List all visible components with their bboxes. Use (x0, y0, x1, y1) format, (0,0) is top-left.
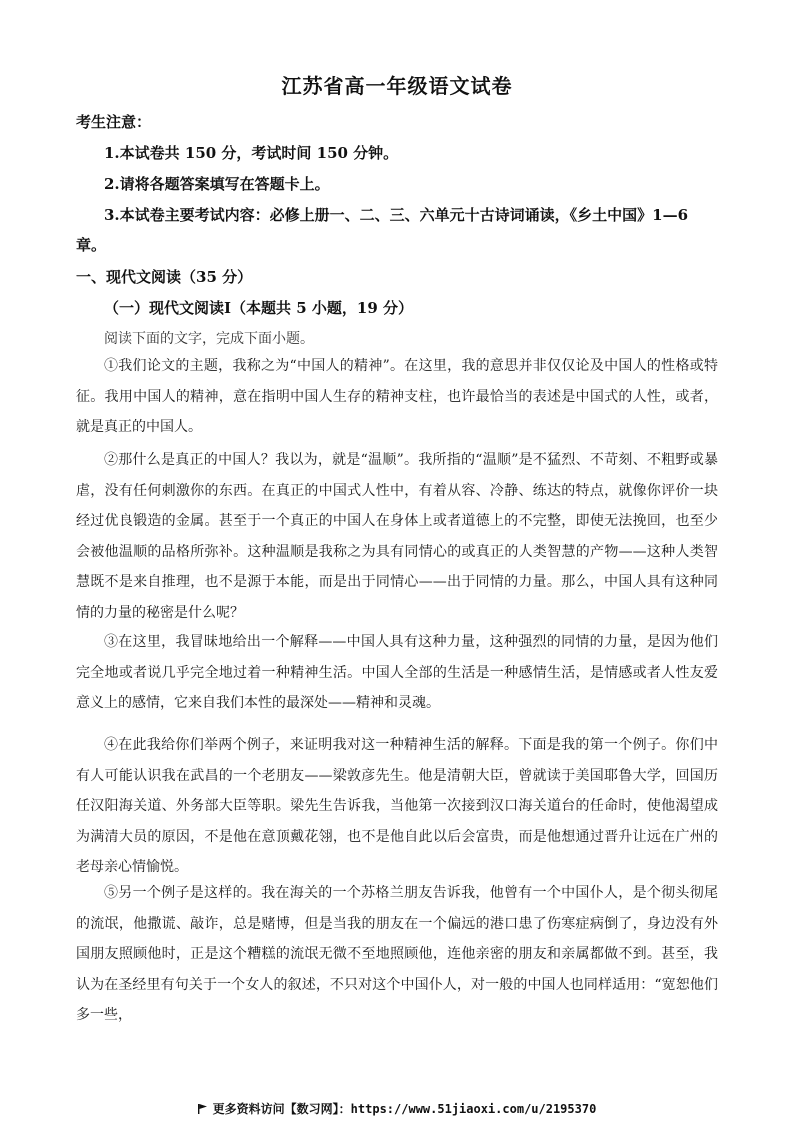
paragraph-4: ④在此我给你们举两个例子，来证明我对这一种精神生活的解释。下面是我的第一个例子。你们中有人可能认识我在武昌的一个老朋友——梁敦彦先生。他是清朝大臣，曾就读于美国耶鲁大学，回国历任汉阳海关道、外务部大臣等职。梁先生告诉我，当他第一次接到汉口海关道台的任命时，使他渴望成为满清大员的原因，不是他在意顶戴花翎，也不是他自此以后会富贵，而是他想通过晋升让远在广州的老母亲心情愉悦。 (76, 737, 718, 875)
notice-item-3: 3.本试卷主要考试内容：必修上册一、二、三、六单元十古诗词诵读，《乡土中国》1—6 (104, 206, 689, 224)
notice-item-1: 1.本试卷共 150 分，考试时间 150 分钟。 (104, 144, 399, 162)
page-title: 江苏省高一年级语文试卷 (281, 74, 513, 98)
footer-link[interactable] (0, 1100, 794, 1117)
notice-heading: 考生注意： (76, 113, 152, 131)
paragraph-2: ②那什么是真正的中国人？我以为，就是“温顺”。我所指的“温顺”是不猛烈、不苛刻、不粗野或暴虐，没有任何刺激你的东西。在真正的中国式人性中，有着从容、冷静、练达的特点，就像你评价一块经过优良锻造的金属。甚至于一个真正的中国人在身体上或者道德上的不完整，即使无法挽回，也至少会被他温顺的品格所弥补。这种温顺是我称之为具有同情心的或真正的人类智慧的产物——这种人类智慧既不是来自推理，也不是源于本能，而是出于同情心——出于同情的力量。那么，中国人具有这种同情的力量的秘密是什么呢？ (76, 452, 718, 621)
paragraph-5: ⑤另一个例子是这样的。我在海关的一个苏格兰朋友告诉我，他曾有一个中国仆人，是个彻头彻尾的流氓，他撒谎、敲诈，总是赌博，但是当我的朋友在一个偏远的港口患了伤寒症病倒了，身边没有外国朋友照顾他时，正是这个糟糕的流氓无微不至地照顾他，连他亲密的朋友和亲属都做不到。甚至，我认为在圣经里有句关于一个女人的叙述，不只对这个中国仆人，对一般的中国人也同样适用：“宽恕他们多一些， (76, 885, 718, 1023)
flag-icon (198, 1103, 207, 1113)
reading-instruction: 阅读下面的文字，完成下面小题。 (104, 331, 314, 347)
footer-text: 更多资料访问【数习网】：https://www.51jiaoxi.com/u/2195370 (212, 1102, 597, 1116)
paragraph-3: ③在这里，我冒昧地给出一个解释——中国人具有这种力量，这种强烈的同情的力量，是因为他们完全地或者说几乎完全地过着一种精神生活。中国人全部的生活是一种感情生活，是情感或者人性友爱意义上的感情，它来自我们本性的最深处——精神和灵魂。 (76, 634, 718, 711)
paragraph-1: ①我们论文的主题，我称之为“中国人的精神”。在这里，我的意思并非仅仅论及中国人的性格或特征。我用中国人的精神，意在指明中国人生存的精神支柱，也许最恰当的表述是中国式的人性，或者，就是真正的中国人。 (76, 358, 718, 435)
notice-item-2: 2.请将各题答案填写在答题卡上。 (104, 175, 330, 193)
subsection-heading: （一）现代文阅读Ⅰ（本题共 5 小题，19 分） (104, 299, 413, 317)
notice-item-3-continued: 章。 (76, 236, 107, 254)
section-heading: 一、现代文阅读（35 分） (76, 268, 253, 286)
